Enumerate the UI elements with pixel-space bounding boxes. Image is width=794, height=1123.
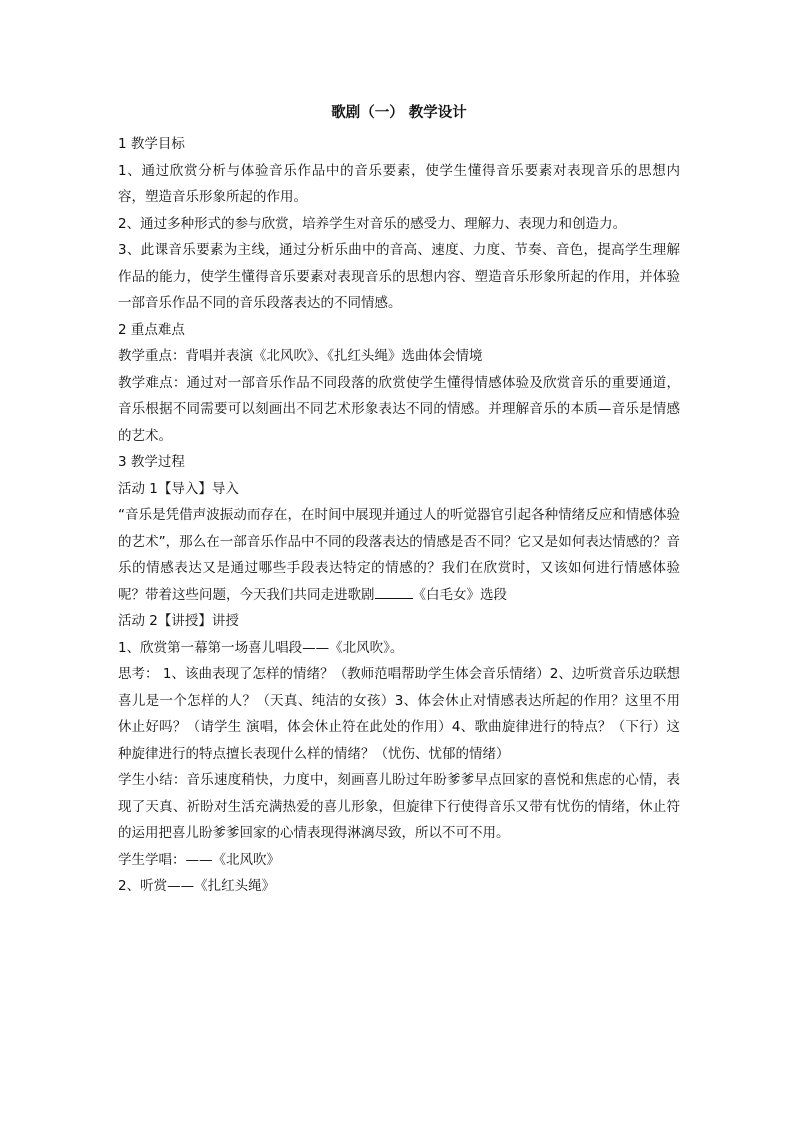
section-heading-key-points: 2 重点难点: [118, 321, 185, 338]
student-learn-song: 学生学唱：——《北风吹》: [118, 851, 280, 868]
document-body: [118, 102, 680, 900]
fill-blank-line: [375, 584, 413, 599]
activity-2-heading: 活动 2【讲授】讲授: [118, 613, 239, 629]
listen-item-1: 1、欣赏第一幕第一场喜儿唱段——《北风吹》。: [118, 639, 404, 656]
section-heading-objectives: 1 教学目标: [118, 136, 185, 152]
intro-text: “音乐是凭借声波振动而存在，在时间中展现并通过人的听觉器官引起各种情绪反应和情感体验的艺术”，那么在一部音乐作品中不同的段落表达的情感是否不同？它又是如何表达情感的？音乐的情感表达又是通过哪些手段表达特定的情感的？我们在欣赏时，又该如何进行情感体验呢？带着这些问题，今天我们共同走进歌剧: [118, 507, 680, 603]
key-point-paragraph: 教学重点：背唱并表演《北风吹》、《扎红头绳》选曲体会情境: [118, 348, 483, 364]
objective-paragraph-1: 1、通过欣赏分析与体验音乐作品中的音乐要素，使学生懂得音乐要素对表现音乐的思想内容，塑造音乐形象所起的作用。: [118, 162, 680, 205]
intro-paragraph: [118, 502, 680, 608]
thinking-paragraph: 思考： 1、该曲表现了怎样的情绪？（教师范唱帮助学生体会音乐情绪）2、边听赏音乐边联想喜儿是一个怎样的人？（天真、纯洁的女孩）3、体会休止对情感表达所起的作用？这里不用休止好吗？（请学生 演唱，体会休止符在此处的作用）4、歌曲旋律进行的特点？（下行）这种旋律进行的特点擅长表现什么样的情绪？（忧伤、忧郁的情绪）: [118, 666, 680, 762]
document-title: 歌剧（一） 教学设计: [331, 105, 467, 121]
objective-paragraph-3: 3、此课音乐要素为主线，通过分析乐曲中的音高、速度、力度、节奏、音色，提高学生理解作品的能力，使学生懂得音乐要素对表现音乐的思想内容、塑造音乐形象所起的作用，并体验一部音乐作品不同的音乐段落表达的不同情感。: [118, 242, 680, 311]
section-heading-process: 3 教学过程: [118, 454, 185, 470]
activity-1-heading: 活动 1【导入】导入: [118, 480, 239, 497]
intro-text-end: 《白毛女》选段: [412, 586, 507, 603]
objective-paragraph-2: 2、通过多种形式的参与欣赏，培养学生对音乐的感受力、理解力、表现力和创造力。: [118, 215, 627, 232]
student-summary-paragraph: 学生小结：音乐速度稍快，力度中，刻画喜儿盼过年盼爹爹早点回家的喜悦和焦虑的心情，表现了天真、祈盼对生活充满热爱的喜儿形象，但旋律下行使得音乐又带有忧伤的情绪，休止符的运用把喜儿盼爹爹回家的心情表现得淋漓尽致，所以不可不用。: [118, 772, 680, 841]
difficulty-paragraph: 教学难点：通过对一部音乐作品不同段落的欣赏使学生懂得情感体验及欣赏音乐的重要通道，音乐根据不同需要可以刻画出不同艺术形象表达不同的情感。并理解音乐的本质—音乐是情感的艺术。: [118, 374, 680, 444]
listen-item-2: 2、听赏——《扎红头绳》: [118, 878, 276, 894]
